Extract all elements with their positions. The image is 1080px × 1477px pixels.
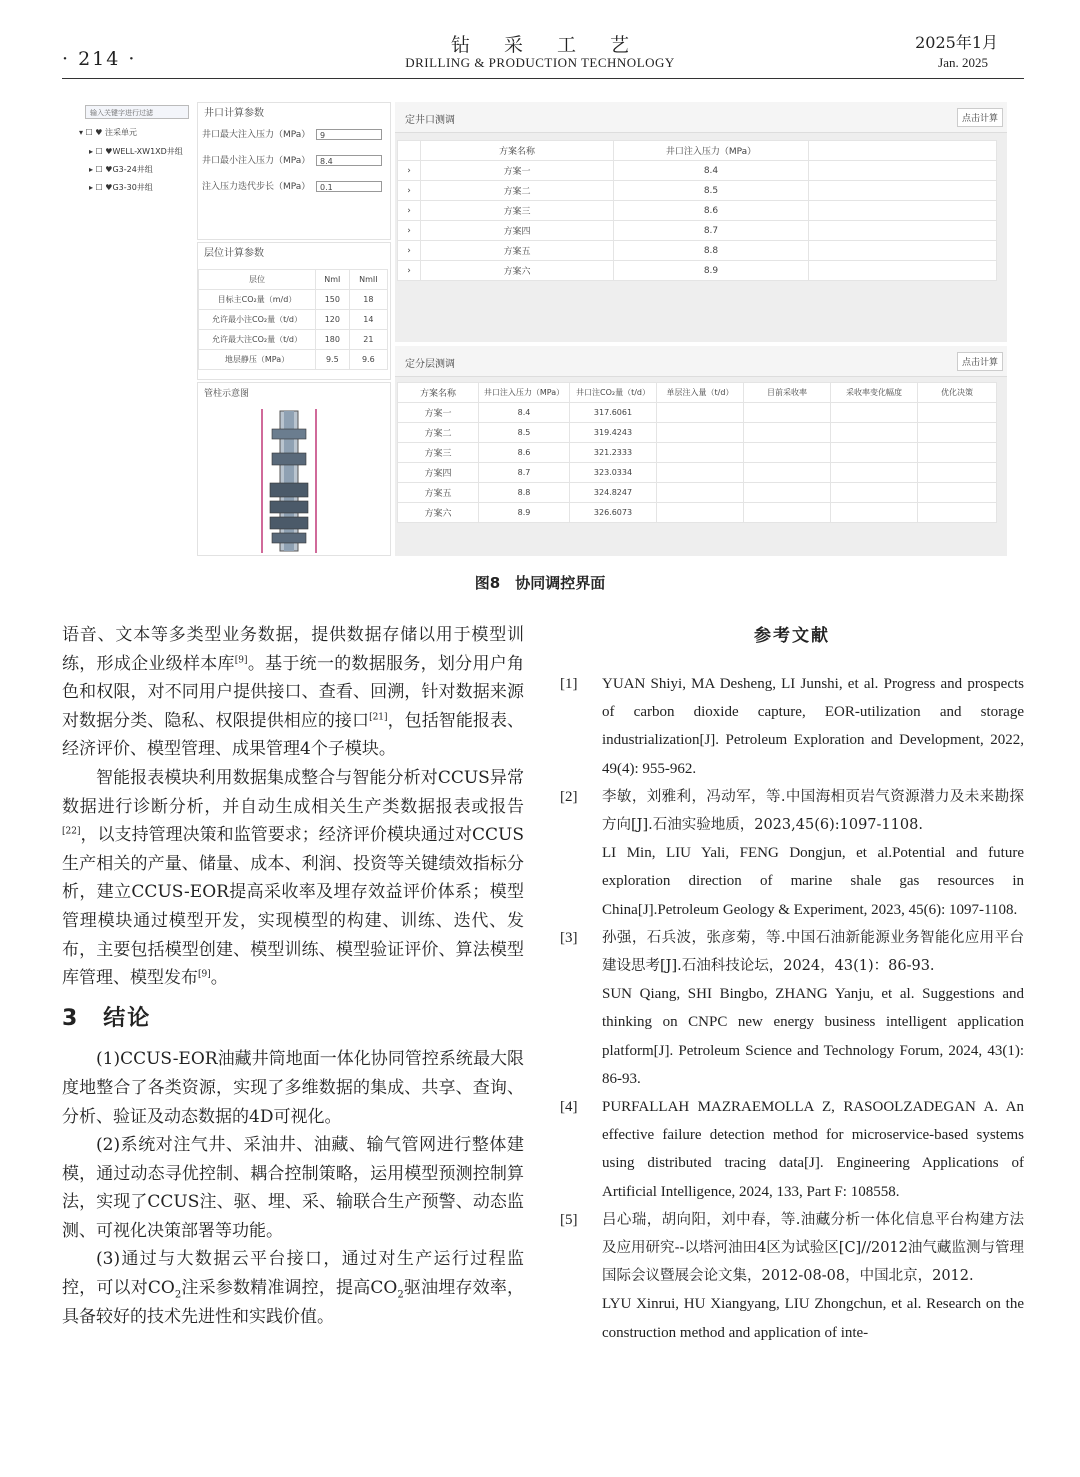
issue-date-cn: 2025年1月 bbox=[915, 33, 998, 52]
tree-item-root[interactable]: ▾ ☐ ♥ 注采单元 bbox=[79, 128, 137, 137]
body-column-left bbox=[62, 621, 524, 1331]
citation[interactable]: [9] bbox=[198, 969, 211, 980]
reference-item: [3] 孙强，石兵波，张彦菊，等.中国石油新能源业务智能化应用平台建设思考[J].石油科技论坛，2024，43(1)：86-93. SUN Qiang, SHI Bingbo, ZHANG Yanju, et al. Suggestions and thinking on CNPC new energy business intelligent application platform[J]. Petroleum Science and Technology Forum, 2024, 43(1): 86-93. bbox=[560, 924, 1024, 1093]
citation[interactable]: [21] bbox=[369, 712, 388, 723]
param-row: 注入压力迭代步长（MPa） 0.1 bbox=[198, 177, 390, 197]
tree-item-well[interactable]: ▸ ☐ ♥G3-30井组 bbox=[89, 183, 153, 192]
layer-params-panel bbox=[197, 242, 391, 380]
table-cell: 方案二 bbox=[398, 423, 479, 443]
tree-search-input[interactable]: 输入关键字进行过滤 bbox=[85, 105, 189, 119]
tree-item-label: G3-30井组 bbox=[112, 183, 153, 192]
column-header: 单层注入量（t/d） bbox=[657, 383, 744, 403]
table-cell: 方案四 bbox=[421, 221, 614, 241]
table-cell: 8.4 bbox=[614, 161, 809, 181]
column-header: 方案名称 bbox=[398, 383, 479, 403]
paragraph: 语音、文本等多类型业务数据，提供数据存储以用于模型训练，形成企业级样本库[9]。基于统一的数据服务，划分用户角色和权限，对不同用户提供接口、查看、回溯，针对数据来源对数据分类、隐私、权限提供相应的接口[21]，包括智能报表、经济评价、模型管理、成果管理4个子模块。 bbox=[62, 625, 525, 760]
column-header: NmI bbox=[316, 270, 350, 290]
table-cell[interactable]: 9.5 bbox=[316, 350, 350, 370]
table-row[interactable] bbox=[398, 463, 997, 483]
table-cell: 方案五 bbox=[421, 241, 614, 261]
table-cell: 317.6061 bbox=[570, 403, 657, 423]
table-cell[interactable]: 21 bbox=[349, 330, 387, 350]
param-row: 井口最小注入压力（MPa） 8.4 bbox=[198, 151, 390, 171]
expand-icon[interactable]: › bbox=[398, 161, 421, 181]
table-cell: 方案六 bbox=[398, 503, 479, 523]
panel-title: 定井口测调 bbox=[405, 115, 455, 126]
table-cell: 方案五 bbox=[398, 483, 479, 503]
table-cell: 323.0334 bbox=[570, 463, 657, 483]
table-cell: 8.9 bbox=[614, 261, 809, 281]
column-header: 井口注入压力（MPa） bbox=[614, 141, 809, 161]
panel-title: 管柱示意图 bbox=[198, 383, 390, 405]
table-cell: 8.4 bbox=[479, 403, 570, 423]
table-cell: 方案四 bbox=[398, 463, 479, 483]
table-cell: 8.8 bbox=[479, 483, 570, 503]
expand-icon[interactable]: › bbox=[398, 261, 421, 281]
reference-number: [3] bbox=[560, 929, 578, 946]
references-list bbox=[560, 670, 1024, 1347]
table-row[interactable] bbox=[398, 181, 997, 201]
journal-title-cn: 钻采工艺 bbox=[450, 34, 663, 56]
table-row[interactable] bbox=[398, 423, 997, 443]
table-cell: 8.6 bbox=[614, 201, 809, 221]
table-cell: 方案二 bbox=[421, 181, 614, 201]
citation[interactable]: [22] bbox=[62, 826, 81, 837]
figure-caption: 图8 协同调控界面 bbox=[474, 574, 606, 592]
journal-title-en: DRILLING & PRODUCTION TECHNOLOGY bbox=[405, 55, 675, 70]
layer-scan-panel bbox=[395, 346, 1007, 556]
table-row bbox=[199, 310, 388, 330]
panel-header bbox=[395, 102, 1007, 133]
table-cell: 方案一 bbox=[398, 403, 479, 423]
column-header: 方案名称 bbox=[421, 141, 614, 161]
tree-item-label: 注采单元 bbox=[105, 128, 137, 137]
table-cell[interactable]: 180 bbox=[316, 330, 350, 350]
table-cell: 8.6 bbox=[479, 443, 570, 463]
step-input[interactable]: 0.1 bbox=[316, 181, 382, 192]
tree-item-label: G3-24井组 bbox=[112, 165, 153, 174]
table-row[interactable] bbox=[398, 503, 997, 523]
layer-scan-table bbox=[397, 382, 997, 523]
table-cell: 方案一 bbox=[421, 161, 614, 181]
table-row bbox=[199, 350, 388, 370]
tree-panel bbox=[79, 100, 193, 552]
expand-icon[interactable]: › bbox=[398, 241, 421, 261]
references-title: 参考文献 bbox=[754, 626, 830, 646]
table-row[interactable] bbox=[398, 161, 997, 181]
reference-number: [1] bbox=[560, 676, 578, 692]
tree-item-well[interactable]: ▸ ☐ ♥WELL-XW1XD井组 bbox=[89, 147, 183, 156]
column-header: 井口注CO₂量（t/d） bbox=[570, 383, 657, 403]
param-row: 井口最大注入压力（MPa） 9 bbox=[198, 125, 390, 145]
table-cell[interactable]: 18 bbox=[349, 290, 387, 310]
reference-item: [5] 吕心瑞，胡向阳，刘中春，等.油藏分析一体化信息平台构建方法及应用研究--以塔河油田4区为试验区[C]//2012油气藏监测与管理国际会议暨展会论文集，2012-08-08，中国北京，2012. LYU Xinrui, HU Xiangyang, LIU Zhongchun, et al. Research on the construction method and application of inte- bbox=[560, 1206, 1024, 1347]
layer-params-table bbox=[198, 269, 388, 370]
table-row[interactable] bbox=[398, 241, 997, 261]
reference-number: [2] bbox=[560, 788, 578, 805]
expand-icon[interactable]: › bbox=[398, 201, 421, 221]
page-number: · 214 · bbox=[62, 48, 137, 70]
table-cell: 321.2333 bbox=[570, 443, 657, 463]
table-row[interactable] bbox=[398, 201, 997, 221]
column-header: 层位 bbox=[199, 270, 316, 290]
table-row[interactable] bbox=[398, 261, 997, 281]
calc-button[interactable]: 点击计算 bbox=[957, 108, 1003, 127]
well-schematic-image bbox=[258, 409, 320, 553]
max-pressure-input[interactable]: 9 bbox=[316, 129, 382, 140]
table-cell[interactable]: 150 bbox=[316, 290, 350, 310]
column-header: 优化决策 bbox=[918, 383, 997, 403]
table-row bbox=[199, 290, 388, 310]
column-header: 采收率变化幅度 bbox=[831, 383, 918, 403]
table-cell: 8.5 bbox=[614, 181, 809, 201]
table-row[interactable] bbox=[398, 483, 997, 503]
expand-icon[interactable]: › bbox=[398, 221, 421, 241]
table-cell[interactable]: 9.6 bbox=[349, 350, 387, 370]
citation[interactable]: [9] bbox=[234, 654, 248, 665]
table-cell: 324.8247 bbox=[570, 483, 657, 503]
wellhead-scan-panel bbox=[395, 102, 1007, 342]
conclusion-3: (3)通过与大数据云平台接口，通过对生产运行过程监控，可以对$CO_2$注采参数精准调控，提高$CO_2$驱油埋存效率，具备较好的技术先进性和实践价值。 bbox=[62, 1249, 525, 1327]
calc-button[interactable]: 点击计算 bbox=[957, 352, 1003, 371]
reference-item: [4] PURFALLAH MAZRAEMOLLA Z, RASOOLZADEGAN A. An effective failure detection method for microservice-based systems using distributed tracing data[J]. Engineering Applications of Artificial Intelligence, 2024, 133, Part F: 108558. bbox=[560, 1093, 1024, 1206]
table-cell: 8.7 bbox=[614, 221, 809, 241]
section-heading: 3 结论 bbox=[62, 1005, 152, 1031]
column-header: 目前采收率 bbox=[744, 383, 831, 403]
reference-item: [2] 李敏，刘雅利，冯动军，等.中国海相页岩气资源潜力及未来勘探方向[J].石油实验地质，2023,45(6):1097-1108. LI Min, LIU Yali, FENG Dongjun, et al.Potential and future exploration direction of marine shale gas resources in China[J].Petroleum Geology & Experiment, 2023, 45(6): 1097-1108. bbox=[560, 783, 1024, 924]
table-cell: 8.7 bbox=[479, 463, 570, 483]
table-cell: 326.6073 bbox=[570, 503, 657, 523]
column-header: NmII bbox=[349, 270, 387, 290]
schematic-panel bbox=[197, 382, 391, 556]
table-row[interactable] bbox=[398, 443, 997, 463]
reference-number: [4] bbox=[560, 1099, 578, 1116]
tree-item-well[interactable]: ▸ ☐ ♥G3-24井组 bbox=[89, 165, 153, 174]
expand-icon[interactable]: › bbox=[398, 181, 421, 201]
panel-title: 层位计算参数 bbox=[198, 243, 390, 265]
tree-item-label: WELL-XW1XD井组 bbox=[112, 147, 183, 156]
conclusion-1: (1)CCUS-EOR油藏井筒地面一体化协同管控系统最大限度地整合了各类资源，实现了多维数据的集成、共享、查询、分析、验证及动态数据的4D可视化。 bbox=[62, 1049, 524, 1127]
panel-title: 井口计算参数 bbox=[198, 103, 390, 125]
table-cell: 319.4243 bbox=[570, 423, 657, 443]
column-header: 井口注入压力（MPa） bbox=[479, 383, 570, 403]
table-cell: 允许最小注CO₂量（t/d） bbox=[199, 310, 316, 330]
issue-date-en: Jan. 2025 bbox=[938, 55, 988, 70]
min-pressure-input[interactable]: 8.4 bbox=[316, 155, 382, 166]
table-cell: 8.9 bbox=[479, 503, 570, 523]
panel-title: 定分层测调 bbox=[405, 359, 455, 370]
table-row bbox=[199, 330, 388, 350]
table-cell: 8.8 bbox=[614, 241, 809, 261]
conclusion-2: (2)系统对注气井、采油井、油藏、输气管网进行整体建模，通过动态寻优控制、耦合控制策略，运用模型预测控制算法，实现了CCUS注、驱、埋、采、输联合生产预警、动态监测、可视化决策部署等功能。 bbox=[62, 1135, 524, 1241]
figure-screenshot bbox=[79, 100, 1007, 562]
table-cell: 地层静压（MPa） bbox=[199, 350, 316, 370]
header-rule bbox=[62, 78, 1024, 79]
reference-number: [5] bbox=[560, 1211, 578, 1228]
table-cell: 方案三 bbox=[398, 443, 479, 463]
wellhead-scan-table bbox=[397, 140, 997, 281]
table-cell: 8.5 bbox=[479, 423, 570, 443]
paragraph: 智能报表模块利用数据集成整合与智能分析对CCUS异常数据进行诊断分析，并自动生成相关生产类数据报表或报告[22]，以支持管理决策和监管要求；经济评价模块通过对CCUS生产相关的产量、储量、成本、利润、投资等关键绩效指标分析，建立CCUS-EOR提高采收率及埋存效益评价体系；模型管理模块通过模型开发，实现模型的构建、训练、迭代、发布，主要包括模型创建、模型训练、模型验证评价、算法模型库管理、模型发布[9]。 bbox=[62, 767, 524, 989]
wellhead-params-panel bbox=[197, 102, 391, 240]
table-cell: 允许最大注CO₂量（t/d） bbox=[199, 330, 316, 350]
reference-item: [1] YUAN Shiyi, MA Desheng, LI Junshi, et al. Progress and prospects of carbon dioxide capture, EOR-utilization and storage industrialization[J]. Petroleum Exploration and Development, 2022, 49(4): 955-962. bbox=[560, 670, 1024, 783]
table-cell[interactable]: 120 bbox=[316, 310, 350, 330]
table-cell[interactable]: 14 bbox=[349, 310, 387, 330]
table-cell: 方案六 bbox=[421, 261, 614, 281]
table-row[interactable] bbox=[398, 403, 997, 423]
table-row[interactable] bbox=[398, 221, 997, 241]
table-cell: 方案三 bbox=[421, 201, 614, 221]
panel-header bbox=[395, 346, 1007, 377]
table-cell: 目标主CO₂量（m/d） bbox=[199, 290, 316, 310]
